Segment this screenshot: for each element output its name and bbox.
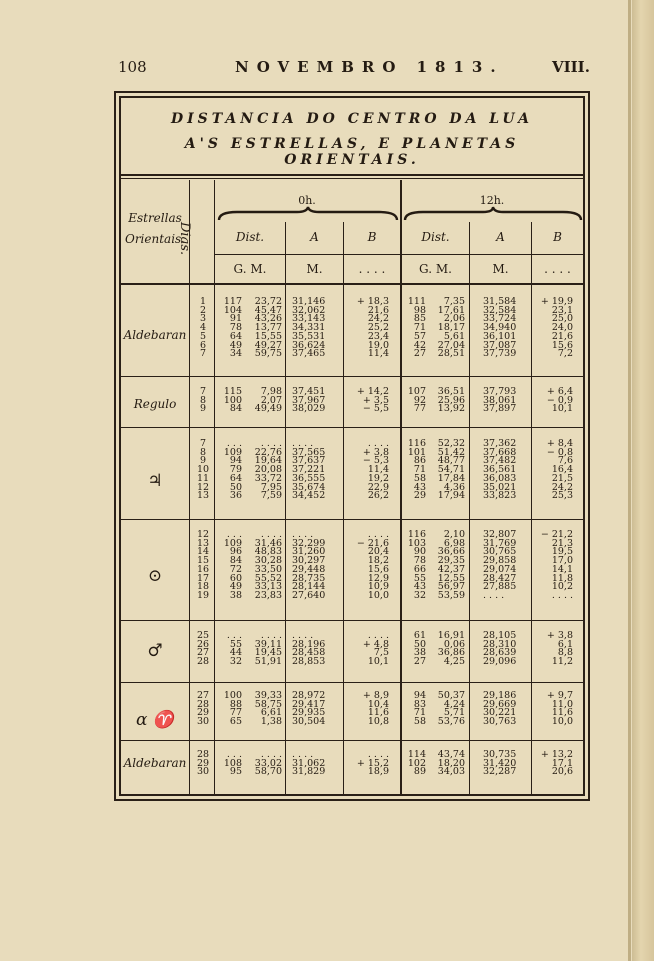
table-title-line1: DISTANCIA DO CENTRO DA LUA — [170, 111, 534, 127]
value-column-m12: 36,51 25,96 13,92 — [437, 386, 465, 415]
value-column-a0: 37,451 37,967 38,029 — [292, 386, 326, 415]
value-column-b12: + 8,4 − 0,8 7,6 16,4 21,5 24,2 25,3 — [546, 438, 573, 502]
page-number: 108 — [118, 58, 147, 76]
value-column-b12: + 13,2 17,1 20,6 — [540, 749, 573, 778]
value-column-b0: + 14,2 + 3,5 − 5,5 — [356, 386, 389, 415]
column-rule — [531, 222, 532, 794]
value-column-m0: 7,98 2,07 49,49 — [254, 386, 282, 415]
value-column-g12: 107 92 77 — [407, 386, 426, 415]
value-column-g0: . . . 55 44 32 — [226, 630, 242, 668]
value-column-g12: 61 50 38 27 — [413, 630, 426, 668]
page-edge — [632, 0, 654, 961]
value-column-g12: 111 98 85 71 57 42 27 — [407, 296, 426, 360]
value-column-g12: 94 83 71 58 — [413, 690, 426, 728]
value-column-b0: . . . . + 15,2 18,9 — [356, 749, 389, 778]
value-column-a12: 32,807 31,769 30,765 29,858 29,074 28,427 27,885 . . . . — [483, 529, 517, 601]
value-column-b0: . . . . − 21,6 20,4 18,2 15,6 12,9 10,9 10,0 — [356, 529, 389, 601]
value-column-a0: . . . . 28,196 28,458 28,853 — [292, 630, 326, 668]
value-column-m12: 50,37 4,24 5,71 53,76 — [437, 690, 465, 728]
unit-m-12h: M. — [492, 262, 509, 276]
column-rule — [285, 222, 286, 794]
value-column-g12: 114 102 89 — [407, 749, 426, 778]
running-head — [0, 58, 620, 84]
value-column-b0: . . . . + 3,8 − 5,3 11,4 19,2 22,9 26,2 — [362, 438, 389, 502]
header-rule — [121, 283, 583, 285]
value-column-m12: 16,91 0,06 36,86 4,25 — [437, 630, 465, 668]
column-header-stars: Estrellas Orientais. — [124, 211, 186, 246]
value-column-g0: . . . 108 95 — [223, 749, 242, 778]
column-header-a-12h: A — [496, 230, 505, 244]
day-numbers: 7 8 9 10 11 12 13 — [196, 438, 210, 502]
unit-b-12h: . . . . — [544, 262, 571, 276]
value-column-a0: . . . . 37,565 37,637 37,221 36,555 35,674 34,452 — [292, 438, 326, 502]
day-numbers: 25 26 27 28 — [196, 630, 210, 668]
group-rule — [121, 376, 583, 377]
star-name: α ♈ — [135, 710, 175, 730]
day-numbers: 12 13 14 15 16 17 18 19 — [196, 529, 210, 601]
value-column-a0: . . . . 32,299 31,260 30,297 29,448 28,735 28,144 27,640 — [292, 529, 326, 601]
day-numbers: 1 2 3 4 5 6 7 — [199, 296, 207, 360]
brace-12h — [403, 206, 583, 222]
group-rule — [121, 682, 583, 683]
brace-0h — [217, 206, 399, 222]
day-numbers: 28 29 30 — [196, 749, 210, 778]
group-rule — [121, 740, 583, 741]
column-header-b-12h: B — [553, 230, 562, 244]
unit-m-0h: M. — [306, 262, 323, 276]
value-column-m0: 23,72 45,47 43,26 13,77 15,55 49,27 59,75 — [254, 296, 282, 360]
day-numbers: 27 28 29 30 — [196, 690, 210, 728]
value-column-g12: 116 101 86 71 58 43 29 — [407, 438, 426, 502]
value-column-a0: 28,972 29,417 29,935 30,504 — [292, 690, 326, 728]
value-column-m0: 39,33 58,75 6,61 1,38 — [254, 690, 282, 728]
month-title: NOVEMBRO 1813. — [235, 58, 504, 76]
table-title-line2: A'S ESTRELLAS, E PLANETAS ORIENTAIS. — [184, 136, 520, 168]
star-name: ⊙ — [147, 566, 163, 586]
value-column-m12: 52,32 51,42 48,77 54,71 17,84 4,36 17,94 — [437, 438, 465, 502]
value-column-b0: + 18,3 21,6 24,2 25,2 23,4 19,0 11,4 — [356, 296, 389, 360]
column-header-a-0h: A — [310, 230, 319, 244]
value-column-b12: − 21,2 21,3 19,5 17,0 14,1 11,8 10,2 . . . . — [540, 529, 573, 601]
star-name: Aldebaran — [123, 756, 187, 770]
value-column-m0: . . . . 33,02 58,70 — [254, 749, 282, 778]
star-name: Regulo — [133, 397, 177, 411]
value-column-g12: 116 103 90 78 66 55 43 32 — [407, 529, 426, 601]
value-column-m12: 7,35 17,61 2,06 18,17 5,61 27,04 28,51 — [437, 296, 465, 360]
value-column-a12: 30,735 31,420 32,287 — [483, 749, 517, 778]
value-column-m0: . . . . 39,11 19,45 51,91 — [254, 630, 282, 668]
value-column-b0: + 8,9 10,4 11,6 10,8 — [362, 690, 389, 728]
title-rule — [121, 174, 583, 176]
page-gutter — [628, 0, 631, 961]
unit-gm-0h: G. M. — [233, 262, 267, 276]
value-column-m0: . . . . 22,76 19,64 20,08 33,72 7,95 7,59 — [254, 438, 282, 502]
column-header-days: Dias. — [177, 222, 192, 256]
value-column-b12: + 9,7 11,0 11,6 10,0 — [546, 690, 573, 728]
group-rule — [121, 620, 583, 621]
value-column-a12: 29,186 29,669 30,221 30,763 — [483, 690, 517, 728]
day-numbers: 7 8 9 — [199, 386, 207, 415]
value-column-g0: . . . 109 94 79 64 50 36 — [223, 438, 242, 502]
column-header-b-0h: B — [367, 230, 377, 244]
value-column-m0: . . . . 31,46 48,83 30,28 33,50 55,52 33,13 23,83 — [254, 529, 282, 601]
column-header-dist-0h: Dist. — [235, 230, 265, 244]
hour-header-12h: 12h. — [479, 194, 505, 207]
value-column-b0: . . . . + 4,8 7,5 10,1 — [362, 630, 389, 668]
title-rule-thin — [121, 178, 583, 179]
value-column-g0: 117 104 91 78 64 49 34 — [223, 296, 242, 360]
unit-b-0h: . . . . — [358, 262, 386, 276]
value-column-g0: 100 88 77 65 — [223, 690, 242, 728]
value-column-a12: 31,584 32,584 33,724 34,940 36,101 37,087 37,739 — [483, 296, 517, 360]
value-column-a12: 28,105 28,310 28,639 29,096 — [483, 630, 517, 668]
section-number: VIII. — [552, 58, 590, 76]
value-column-a0: 31,146 32,062 33,143 34,331 35,531 36,624 37,465 — [292, 296, 326, 360]
value-column-b12: + 6,4 − 0,9 10,1 — [546, 386, 573, 415]
subheader-rule — [215, 254, 583, 255]
value-column-b12: + 3,8 6,1 8,8 11,2 — [546, 630, 573, 668]
star-name: Aldebaran — [123, 328, 187, 342]
hour-header-0h: 0h. — [298, 194, 316, 207]
group-rule — [121, 519, 583, 520]
value-column-m12: 2,10 6,98 36,66 29,35 42,37 12,55 56,97 53,59 — [437, 529, 465, 601]
group-rule — [121, 427, 583, 428]
unit-gm-12h: G. M. — [419, 262, 452, 276]
value-column-a12: 37,793 38,061 37,897 — [483, 386, 517, 415]
star-name: ♃ — [147, 471, 163, 491]
value-column-a0: . . . . 31,062 31,829 — [292, 749, 326, 778]
column-rule — [343, 222, 344, 794]
star-name: ♂ — [147, 641, 163, 661]
column-header-dist-12h: Dist. — [421, 230, 450, 244]
value-column-b12: + 19,9 23,1 25,0 24,0 21,6 15,6 7,2 — [540, 296, 573, 360]
column-rule — [469, 222, 470, 794]
value-column-g0: 115 100 84 — [223, 386, 242, 415]
value-column-g0: . . . 109 96 84 72 60 49 38 — [223, 529, 242, 601]
value-column-a12: 37,362 37,668 37,482 36,561 36,083 35,021 33,823 — [483, 438, 517, 502]
value-column-m12: 43,74 18,20 34,03 — [437, 749, 465, 778]
